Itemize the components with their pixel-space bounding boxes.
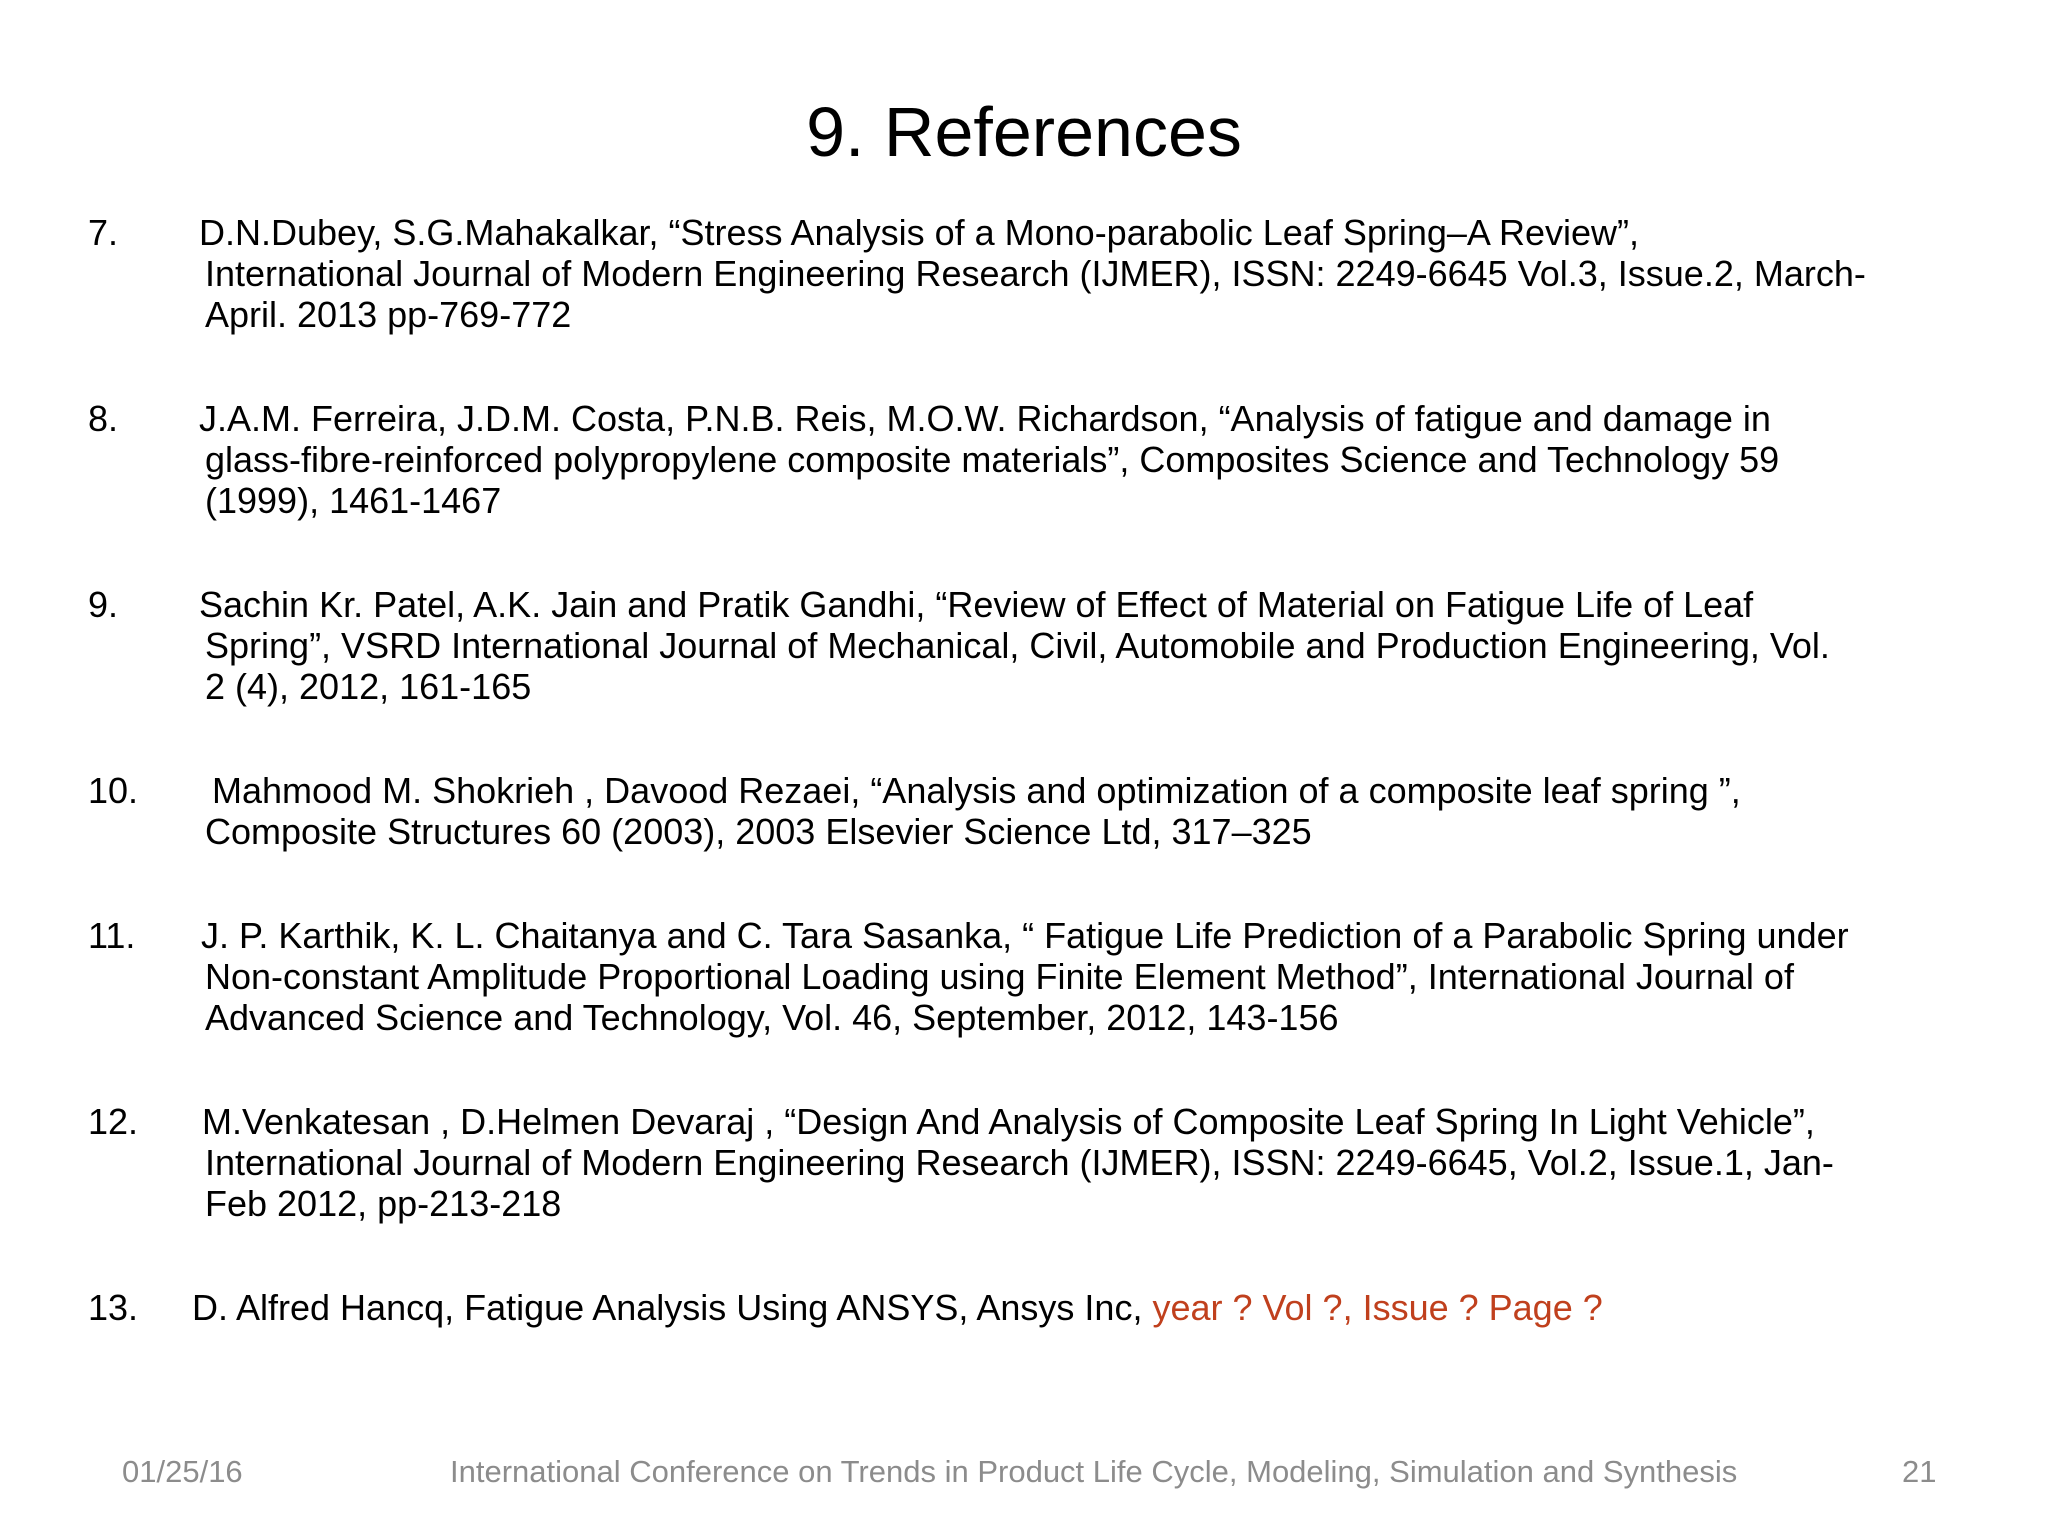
reference-number: 13. <box>88 1287 139 1328</box>
reference-number: 9. <box>88 584 119 625</box>
reference-text-line: (1999), 1461-1467 <box>205 480 502 521</box>
reference-text-line: Sachin Kr. Patel, A.K. Jain and Pratik Gandhi, “Review of Effect of Material on Fatigue Life of Leaf <box>199 584 1754 625</box>
reference-text-line: April. 2013 pp-769-772 <box>205 294 572 335</box>
reference-item <box>88 915 1988 1038</box>
reference-text-line: J. P. Karthik, K. L. Chaitanya and C. Tara Sasanka, “ Fatigue Life Prediction of a Parabolic Spring under <box>201 915 1849 956</box>
reference-text-line: Non-constant Amplitude Proportional Loading using Finite Element Method”, International Journal of <box>205 956 1794 997</box>
reference-item <box>88 770 1988 852</box>
reference-item <box>88 1287 1988 1328</box>
reference-text-line: J.A.M. Ferreira, J.D.M. Costa, P.N.B. Reis, M.O.W. Richardson, “Analysis of fatigue and damage in <box>199 398 1771 439</box>
missing-details-note: year ? Vol ?, Issue ? Page ? <box>1152 1287 1603 1328</box>
reference-number: 7. <box>88 212 119 253</box>
reference-text-line: International Journal of Modern Engineering Research (IJMER), ISSN: 2249-6645 Vol.3, Issue.2, March- <box>205 253 1866 294</box>
reference-text-line: International Journal of Modern Engineering Research (IJMER), ISSN: 2249-6645, Vol.2, Issue.1, Jan- <box>205 1142 1834 1183</box>
reference-text-line: glass-fibre-reinforced polypropylene composite materials”, Composites Science and Technology 59 <box>205 439 1780 480</box>
reference-item <box>88 1101 1988 1224</box>
reference-text-line: Mahmood M. Shokrieh , Davood Rezaei, “Analysis and optimization of a composite leaf spring ”, <box>212 770 1741 811</box>
reference-text-line: Spring”, VSRD International Journal of Mechanical, Civil, Automobile and Production Engineering, Vol. <box>205 625 1830 666</box>
reference-text-line: D.N.Dubey, S.G.Mahakalkar, “Stress Analysis of a Mono-parabolic Leaf Spring–A Review”, <box>199 212 1639 253</box>
footer-date: 01/25/16 <box>122 1454 243 1489</box>
reference-text-line: Advanced Science and Technology, Vol. 46, September, 2012, 143-156 <box>205 997 1339 1038</box>
reference-text-line: Feb 2012, pp-213-218 <box>205 1183 562 1224</box>
reference-number: 8. <box>88 398 119 439</box>
reference-text-line: D. Alfred Hancq, Fatigue Analysis Using ANSYS, Ansys Inc, <box>192 1287 1153 1328</box>
reference-number: 10. <box>88 770 139 811</box>
reference-item <box>88 212 1988 335</box>
footer-page-number: 21 <box>1902 1454 1937 1489</box>
page-title: 9. References <box>806 93 1242 171</box>
reference-item <box>88 398 1988 521</box>
reference-text-line: M.Venkatesan , D.Helmen Devaraj , “Design And Analysis of Composite Leaf Spring In Light Vehicle”, <box>202 1101 1815 1142</box>
reference-text-line: 2 (4), 2012, 161-165 <box>205 666 532 707</box>
reference-number: 12. <box>88 1101 139 1142</box>
footer-conference: International Conference on Trends in Product Life Cycle, Modeling, Simulation and Synthesis <box>450 1454 1738 1489</box>
reference-item <box>88 584 1988 707</box>
reference-number: 11. <box>88 915 136 956</box>
reference-text-line: Composite Structures 60 (2003), 2003 Elsevier Science Ltd, 317–325 <box>205 811 1312 852</box>
